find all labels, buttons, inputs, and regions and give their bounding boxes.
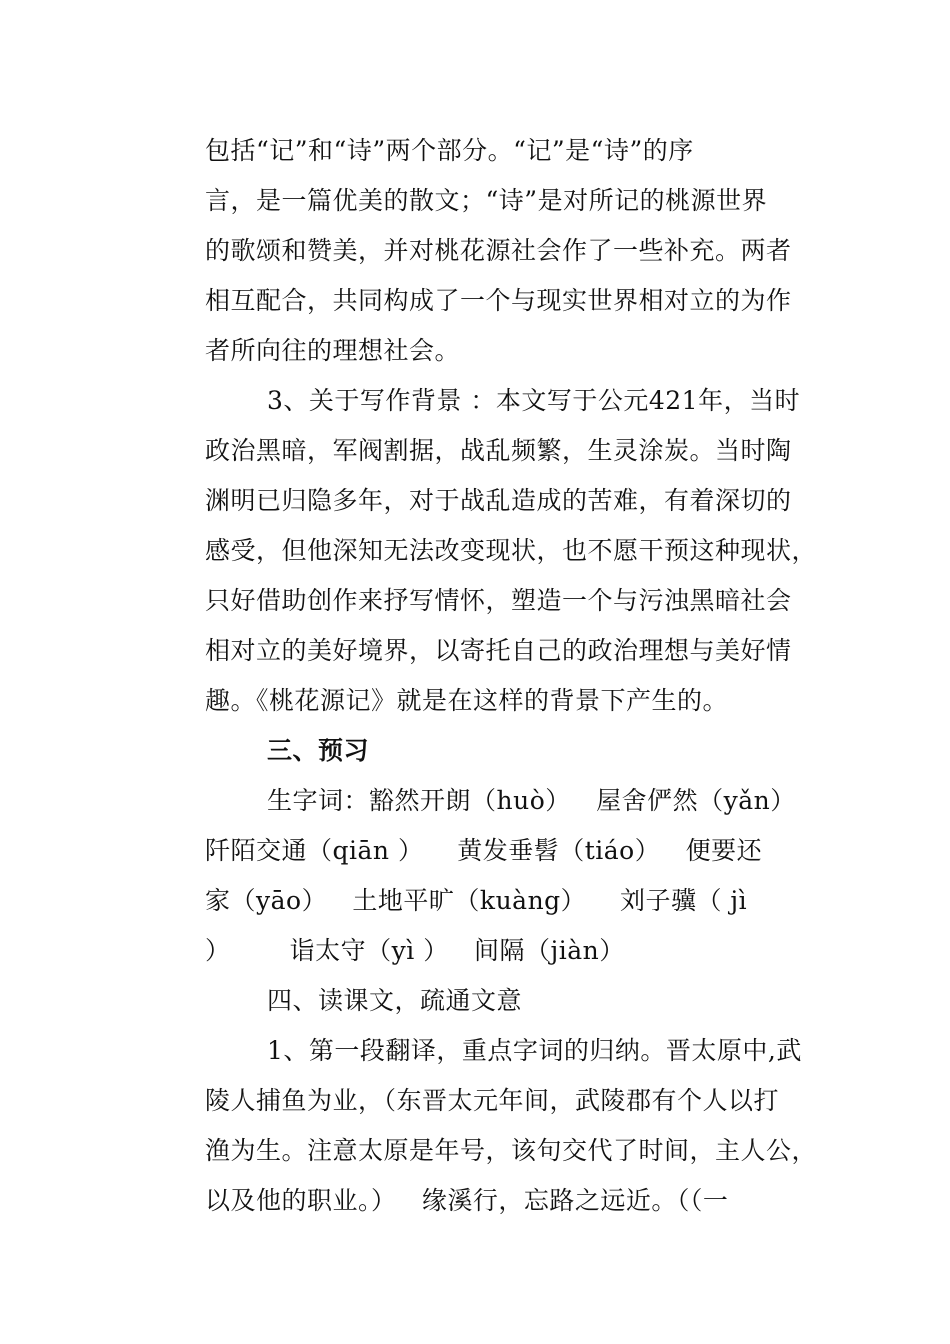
document-page <box>205 126 818 1226</box>
text-line: 只好借助创作来抒写情怀，塑造一个与污浊黑暗社会 <box>205 586 792 615</box>
text-line: 相对立的美好境界，以寄托自己的政治理想与美好情 <box>205 636 792 665</box>
text-line: 的歌颂和赞美，并对桃花源社会作了一些补充。两者 <box>205 236 792 265</box>
text-line: 家（yāo） 土地平旷（kuàng） 刘子骥（ jì <box>205 886 748 915</box>
text-line: 感受，但他深知无法改变现状，也不愿干预这种现状， <box>205 536 818 565</box>
text-line: 生字词：豁然开朗（huò） 屋舍俨然（yǎn） <box>267 786 796 815</box>
text-line: 政治黑暗，军阀割据，战乱频繁，生灵涂炭。当时陶 <box>205 436 792 465</box>
text-line: 1、第一段翻译，重点字词的归纳。晋太原中,武 <box>267 1036 802 1065</box>
paragraph-intro-continued <box>205 126 815 376</box>
text-line: ） 诣太守（yì ） 间隔（jiàn） <box>205 936 625 965</box>
section-heading-reading: 四、读课文，疏通文意 <box>267 986 523 1015</box>
paragraph-vocabulary <box>205 776 815 976</box>
text-line: 相互配合，共同构成了一个与现实世界相对立的为作 <box>205 286 792 315</box>
text-line: 陵人捕鱼为业，（东晋太元年间，武陵郡有个人以打 <box>205 1086 780 1115</box>
section-heading-preview: 三、预习 <box>267 736 370 765</box>
text-line: 3、关于写作背景 ：本文写于公元421年，当时 <box>267 386 801 415</box>
text-line: 包括“记”和“诗”两个部分。“记”是“诗”的序 <box>205 136 694 165</box>
text-line: 趣。《桃花源记》就是在这样的背景下产生的。 <box>205 686 729 715</box>
text-line: 渔为生。注意太原是年号，该句交代了时间，主人公， <box>205 1136 818 1165</box>
text-line: 渊明已归隐多年，对于战乱造成的苦难，有着深切的 <box>205 486 792 515</box>
text-line: 阡陌交通（qiān ） 黄发垂髫（tiáo） 便要还 <box>205 836 763 865</box>
text-line: 以及他的职业。） 缘溪行，忘路之远近。（（一 <box>205 1186 729 1215</box>
text-line: 言，是一篇优美的散文；“诗”是对所记的桃源世界 <box>205 186 768 215</box>
text-line: 者所向往的理想社会。 <box>205 336 461 365</box>
paragraph-translation <box>205 1026 818 1226</box>
paragraph-writing-background <box>205 376 818 726</box>
